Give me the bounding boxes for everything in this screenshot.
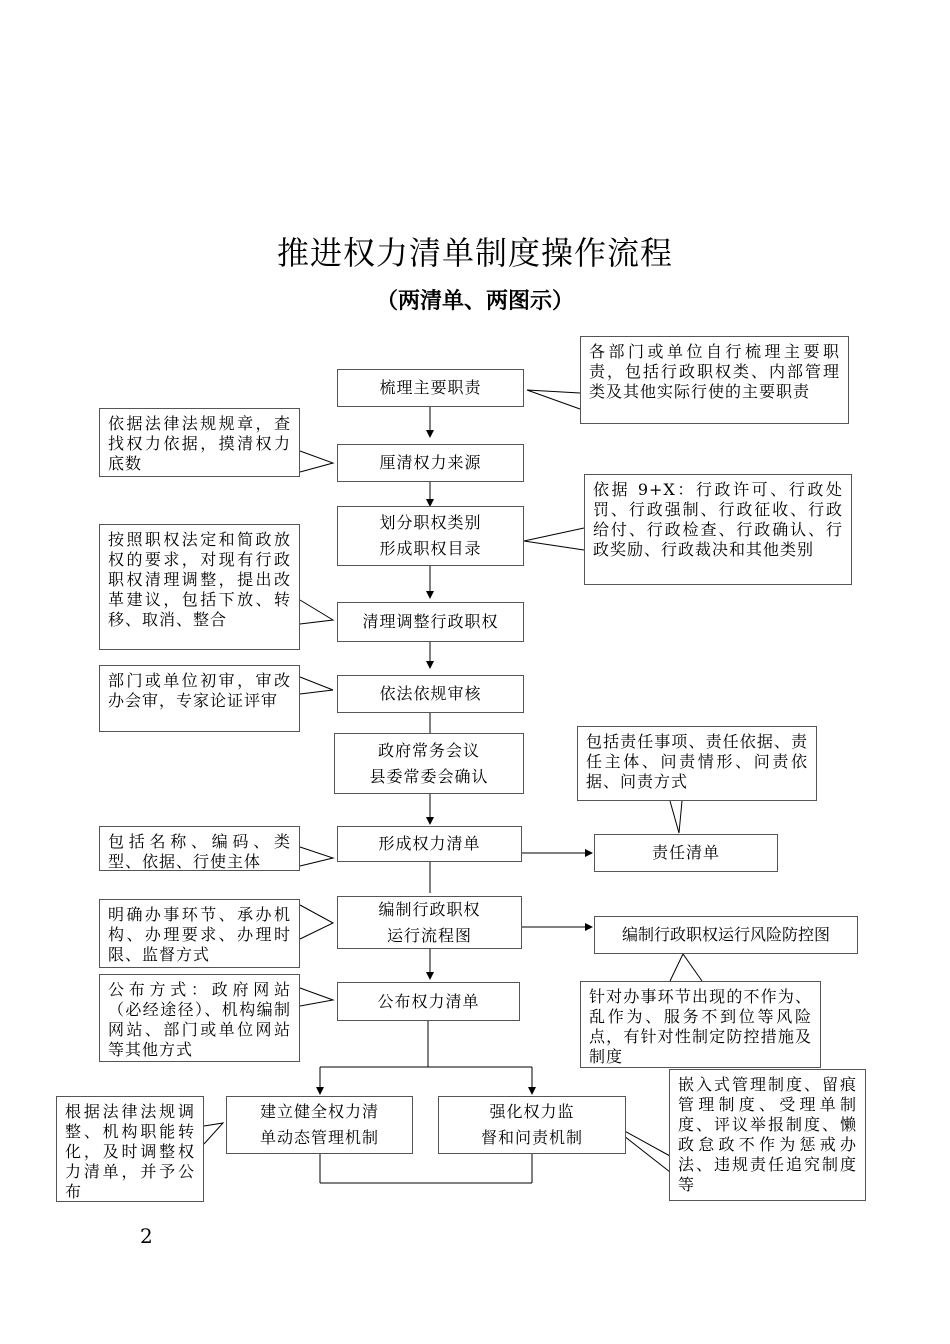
step-supervision — [438, 1096, 626, 1154]
step-review — [337, 675, 524, 713]
step-form-list — [337, 826, 522, 862]
risk-control-chart-label: 编制行政职权运行风险防控图 — [621, 925, 830, 944]
callout-n2 — [300, 451, 333, 472]
note-dynamic: 根据法律法规调整、机构职能转化，及时调整权力清单，并予公布 — [56, 1096, 204, 1202]
note-clean-adjust: 按照职权法定和简政放权的要求，对现有行政职权清理调整，提出改革建议，包括下放、转移、取消、整合 — [99, 524, 300, 650]
callout-n6 — [670, 801, 682, 833]
step-flowchart-label: 编制行政职权 运行流程图 — [378, 899, 481, 945]
step-clean-adjust-label: 清理调整行政职权 — [362, 612, 499, 631]
note-sort-duties: 各部门或单位自行梳理主要职责，包括行政职权类、内部管理类及其他实际行使的主要职责 — [580, 336, 849, 424]
note-review: 部门或单位初审，审改办会审，专家论证评审 — [99, 665, 300, 732]
responsibility-list-label: 责任清单 — [651, 843, 720, 862]
note-sources: 依据法律法规规章，查找权力依据，摸清权力底数 — [99, 408, 300, 477]
step-supervision-label: 强化权力监 督和问责机制 — [480, 1102, 583, 1147]
note-flowchart: 明确办事环节、承办机构、办理要求、办理时限、监督方式 — [99, 899, 300, 968]
step-confirm-label: 政府常务会议 县委常委会确认 — [369, 740, 489, 786]
note-list-content: 包括名称、编码、类型、依据、行使主体 — [99, 826, 300, 871]
step-sort-duties-label: 梳理主要职责 — [379, 378, 482, 397]
responsibility-list-box — [594, 834, 778, 872]
step-dynamic-management-label: 建立健全权力清 单动态管理机制 — [259, 1102, 379, 1147]
callout-n8 — [300, 905, 333, 939]
callout-n10 — [300, 988, 333, 1006]
page-subtitle: （两清单、两图示） — [375, 289, 574, 314]
callout-n1 — [527, 390, 580, 409]
step-sort-duties — [337, 369, 524, 407]
step-classify-label: 划分职权类别 形成职权目录 — [379, 513, 482, 558]
step-clarify-sources — [337, 444, 524, 482]
risk-control-chart-box — [594, 916, 858, 954]
step-publish — [337, 982, 520, 1021]
step-dynamic-management — [226, 1096, 413, 1154]
callout-n4 — [300, 600, 333, 624]
callout-n7 — [300, 847, 333, 866]
step-flowchart — [337, 896, 522, 949]
note-supervision: 嵌入式管理制度、留痕管理制度、受理单制度、评议举报制度、懒政怠政不作为惩戒办法、违规责任追究制度等 — [669, 1069, 866, 1201]
page-title: 推进权力清单制度操作流程 — [276, 234, 673, 272]
note-publish: 公布方式：政府网站（必经途径）、机构编制网站、部门或单位网站等其他方式 — [99, 974, 300, 1062]
note-categories: 依据 9+X：行政许可、行政处罚、行政强制、行政征收、行政给付、行政检查、行政确认、行政奖励、行政裁决和其他类别 — [584, 474, 852, 585]
callout-n11 — [204, 1123, 223, 1144]
step-publish-label: 公布权力清单 — [377, 991, 480, 1011]
step-classify — [337, 506, 524, 566]
step-clarify-sources-label: 厘清权力来源 — [379, 453, 482, 472]
step-confirm — [334, 733, 524, 794]
step-form-list-label: 形成权力清单 — [378, 834, 481, 853]
step-clean-adjust — [337, 602, 524, 642]
note-risk: 针对办事环节出现的不作为、乱作为、服务不到位等风险点，有针对性制定防控措施及制度 — [580, 981, 821, 1068]
callout-n5 — [300, 677, 333, 694]
note-responsibility: 包括责任事项、责任依据、责任主体、问责情形、问责依据、问责方式 — [577, 726, 817, 801]
callout-n3 — [524, 528, 584, 550]
page-number: 2 — [140, 1224, 153, 1248]
step-review-label: 依法依规审核 — [379, 684, 482, 703]
callout-n9 — [670, 954, 702, 981]
